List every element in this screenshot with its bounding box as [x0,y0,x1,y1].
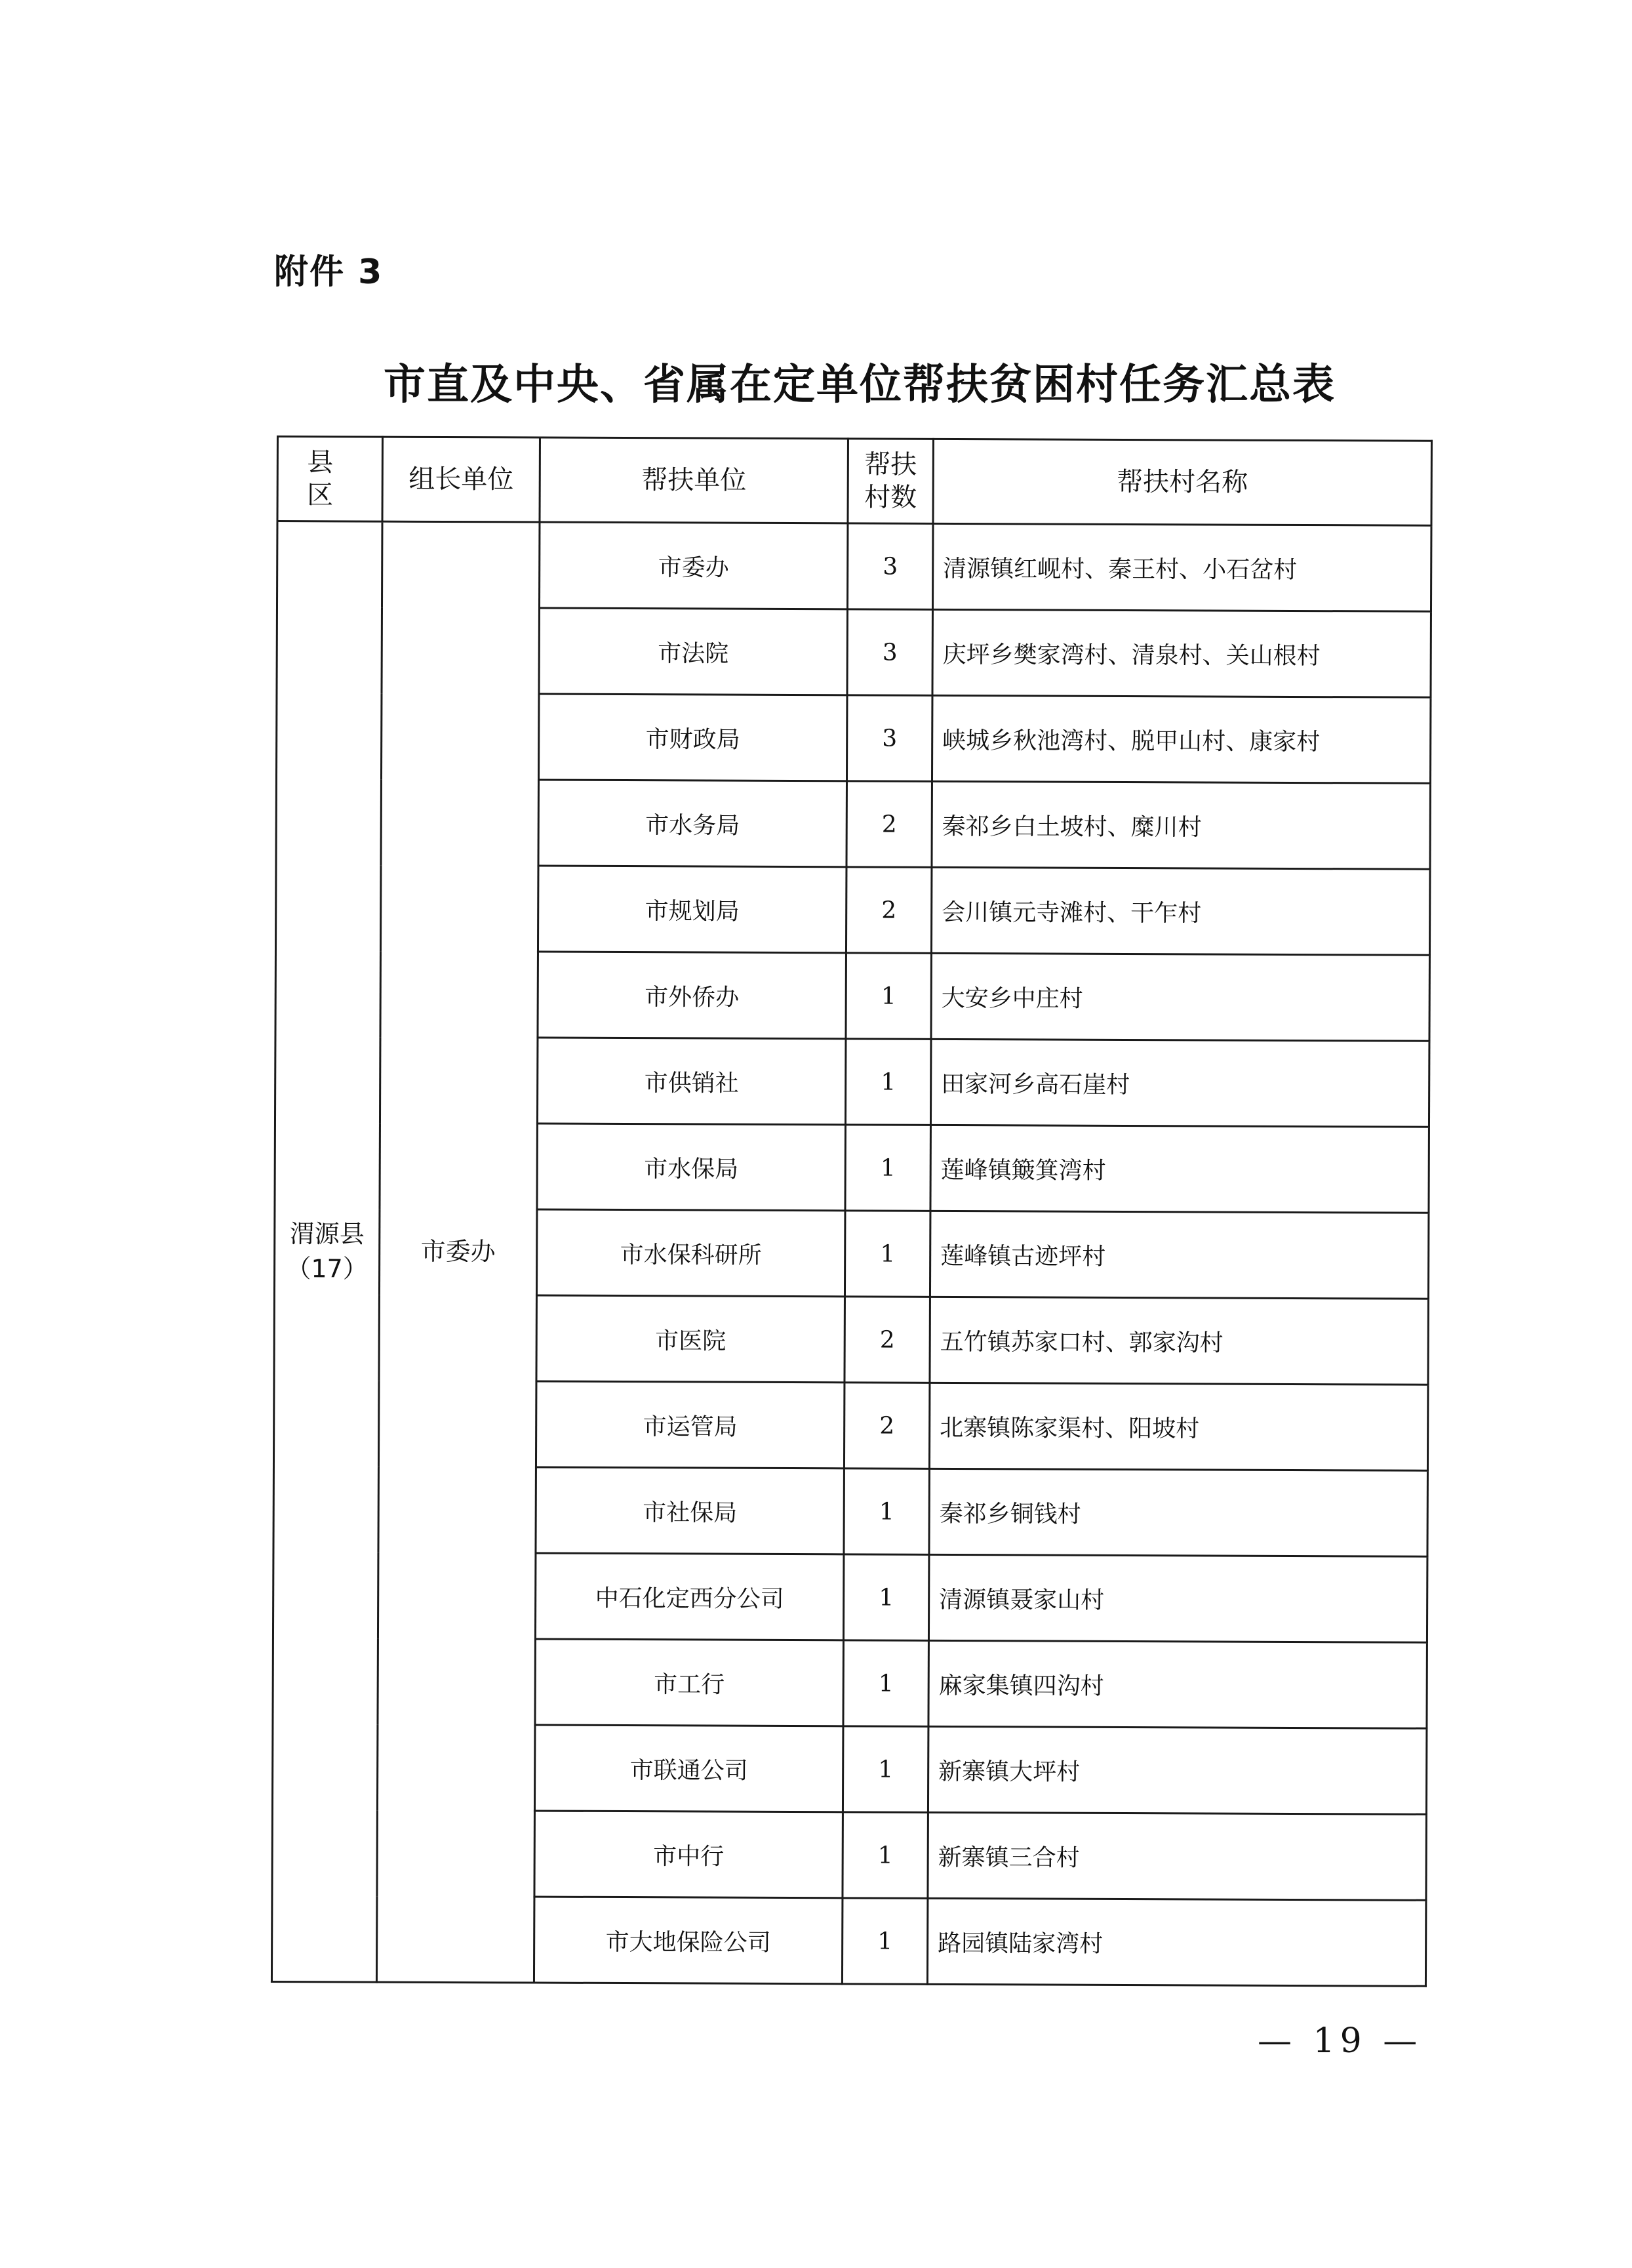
support-unit-cell: 市工行 [535,1639,843,1726]
support-unit-cell: 市规划局 [538,866,846,953]
village-count-cell: 1 [843,1812,928,1898]
page-number: — 19 — [1258,2021,1423,2061]
support-unit-cell: 市供销社 [537,1038,845,1125]
header-leader-unit: 组长单位 [382,437,540,522]
support-unit-cell: 市财政局 [538,694,846,781]
village-names-cell: 田家河乡高石崖村 [930,1039,1429,1127]
header-village-names: 帮扶村名称 [933,439,1431,525]
header-county: 县 区 [277,437,382,522]
village-names-cell: 路园镇陆家湾村 [927,1898,1425,1986]
support-unit-cell: 市中行 [534,1811,843,1898]
support-unit-cell: 市外侨办 [538,952,846,1039]
village-count-cell: 1 [845,1125,931,1211]
village-names-cell: 五竹镇苏家口村、郭家沟村 [930,1297,1428,1385]
support-unit-cell: 市法院 [539,608,847,695]
village-names-cell: 莲峰镇古迹坪村 [930,1211,1428,1299]
village-count-cell: 2 [846,867,932,953]
village-count-cell: 1 [843,1726,928,1812]
header-village-count-text: 帮扶 村数 [864,449,917,513]
support-unit-cell: 市大地保险公司 [534,1897,842,1984]
village-count-cell: 3 [846,695,932,781]
county-cell [271,521,382,1983]
support-unit-cell: 市运管局 [536,1381,844,1468]
village-count-cell: 1 [845,1211,930,1297]
summary-table [271,435,1433,1987]
village-names-cell: 秦祁乡白土坡村、糜川村 [932,781,1430,869]
village-names-cell: 庆坪乡樊家湾村、清泉村、关山根村 [932,609,1431,697]
village-count-cell: 1 [842,1898,928,1984]
village-names-cell: 北寨镇陈家渠村、阳坡村 [929,1383,1427,1470]
village-names-cell: 莲峰镇簸箕湾村 [930,1125,1429,1213]
village-count-cell: 1 [843,1554,929,1640]
header-support-unit: 帮扶单位 [540,437,848,523]
village-count-cell: 3 [847,609,933,695]
village-names-cell: 大安乡中庄村 [931,953,1429,1041]
village-count-cell: 2 [845,1297,930,1383]
village-names-cell: 麻家集镇四沟村 [928,1640,1427,1728]
village-count-cell: 2 [844,1383,930,1468]
county-text: 渭源县 （17） [286,1219,368,1284]
support-unit-cell: 市水务局 [538,780,846,867]
village-count-cell: 1 [844,1468,930,1554]
village-names-cell: 会川镇元寺滩村、干乍村 [931,867,1429,955]
attachment-label: 附件 3 [274,253,384,292]
support-unit-cell: 市医院 [536,1295,845,1383]
support-unit-cell: 市社保局 [536,1467,844,1554]
support-unit-cell: 市水保科研所 [536,1209,845,1297]
table-header-row [277,437,1431,526]
support-unit-cell: 市委办 [539,522,847,609]
village-names-cell: 秦祁乡铜钱村 [929,1468,1427,1556]
village-names-cell: 清源镇聂家山村 [928,1554,1427,1642]
leader-unit-cell: 市委办 [376,521,540,1983]
village-count-cell: 2 [846,781,932,867]
village-names-cell: 新寨镇大坪村 [928,1726,1426,1814]
header-village-count [848,439,933,523]
village-names-cell: 清源镇红岘村、秦王村、小石岔村 [932,523,1431,611]
village-count-cell: 1 [845,1039,931,1125]
support-unit-cell: 市联通公司 [534,1725,843,1812]
village-names-cell: 新寨镇三合村 [928,1812,1426,1900]
table-row [277,521,1431,612]
support-unit-cell: 中石化定西分公司 [535,1553,843,1640]
village-names-cell: 峡城乡秋池湾村、脱甲山村、康家村 [932,695,1430,783]
support-unit-cell: 市水保局 [537,1124,845,1211]
village-count-cell: 3 [847,523,933,609]
village-count-cell: 1 [846,953,932,1039]
village-count-cell: 1 [843,1640,929,1726]
document-title: 市直及中央、省属在定单位帮扶贫困村任务汇总表 [384,360,1336,409]
